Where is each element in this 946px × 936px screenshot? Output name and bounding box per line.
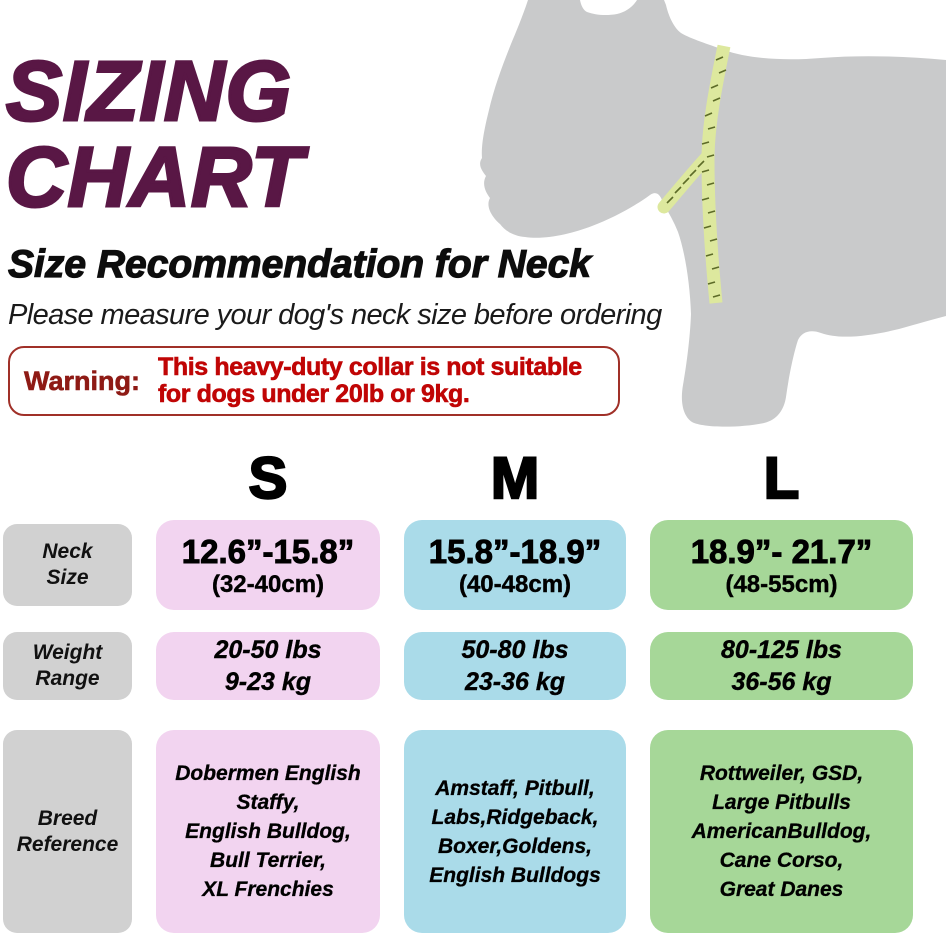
neck-cm-l: (48-55cm) <box>725 570 838 598</box>
page-title-line2: CHART <box>6 130 304 224</box>
warning-message-line1: This heavy-duty collar is not suitable <box>157 353 582 381</box>
column-header-s: S <box>248 446 288 511</box>
weight-kg-l: 36-56 kg <box>731 668 832 696</box>
breed-cell-l: Rottweiler, GSD, Large Pitbulls AmericanBulldog, Cane Corso, Great Danes <box>650 730 913 933</box>
weight-cell-s <box>156 632 380 700</box>
column-header-l: L <box>763 446 800 511</box>
page-title-line1: SIZING <box>6 44 293 138</box>
subtitle: Size Recommendation for Neck <box>8 243 591 286</box>
warning-message <box>158 354 582 408</box>
weight-range-row <box>3 632 913 700</box>
page-title <box>6 44 304 224</box>
size-header-row <box>3 448 913 510</box>
breed-cell-m: Amstaff, Pitbull, Labs,Ridgeback, Boxer,Goldens, English Bulldogs <box>404 730 626 933</box>
neck-size-cell-l <box>650 520 913 610</box>
breed-cell-s: Dobermen English Staffy, English Bulldog, Bull Terrier, XL Frenchies <box>156 730 380 933</box>
weight-kg-m: 23-36 kg <box>464 668 566 696</box>
weight-lbs-m: 50-80 lbs <box>461 636 569 664</box>
row-label-breed-reference: Breed Reference <box>3 730 132 933</box>
breed-reference-row <box>3 730 913 933</box>
neck-size-row <box>3 520 913 610</box>
column-header-m: M <box>490 446 540 511</box>
neck-size-cell-s <box>156 520 380 610</box>
row-label-neck-size: Neck Size <box>3 524 132 606</box>
weight-cell-l <box>650 632 913 700</box>
measure-note: Please measure your dog's neck size before ordering <box>8 299 662 331</box>
row-label-weight-range: Weight Range <box>3 632 132 700</box>
warning-box <box>8 346 620 416</box>
warning-message-line2: for dogs under 20lb or 9kg. <box>157 380 470 408</box>
neck-inches-l: 18.9”- 21.7” <box>690 532 873 570</box>
weight-cell-m <box>404 632 626 700</box>
weight-kg-s: 9-23 kg <box>224 668 312 696</box>
weight-lbs-s: 20-50 lbs <box>214 636 322 664</box>
neck-inches-s: 12.6”-15.8” <box>181 532 355 570</box>
neck-cm-s: (32-40cm) <box>211 570 325 598</box>
neck-cm-m: (40-48cm) <box>458 570 572 598</box>
warning-label: Warning: <box>24 365 140 396</box>
neck-size-cell-m <box>404 520 626 610</box>
neck-inches-m: 15.8”-18.9” <box>428 532 602 570</box>
weight-lbs-l: 80-125 lbs <box>721 636 842 664</box>
